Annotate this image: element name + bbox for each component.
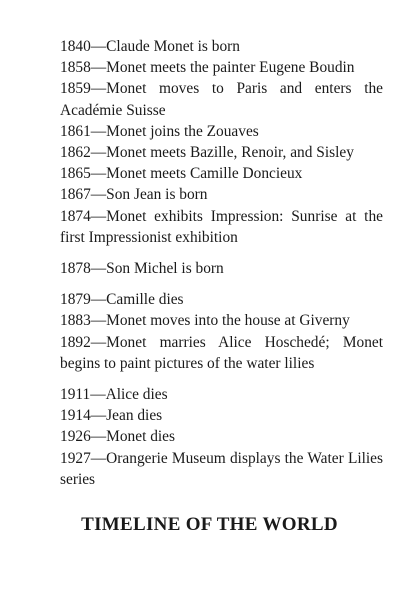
timeline-entry-1858: 1858—Monet meets the painter Eugene Boudin: [60, 59, 355, 77]
timeline-entry-1911: 1911—Alice dies: [60, 386, 168, 404]
timeline-entry-1927: 1927—Orangerie Museum displays the Water Lilies series: [60, 449, 383, 488]
timeline-entry-1840: 1840—Claude Monet is born: [60, 38, 240, 55]
timeline-entry-1892: 1892—Monet marries Alice Hoschedé; Monet begins to paint pictures of the water lilies: [60, 333, 383, 372]
timeline-entry-1865: 1865—Monet meets Camille Doncieux: [60, 165, 303, 183]
timeline-list: [60, 36, 383, 490]
timeline-entry-1861: 1861—Monet joins the Zouaves: [60, 122, 259, 140]
timeline-entry-1879: 1879—Camille dies: [60, 291, 184, 309]
timeline-entry-1867: 1867—Son Jean is born: [60, 186, 208, 204]
timeline-entry-1914: 1914—Jean dies: [60, 407, 163, 425]
timeline-entry-1874: 1874—Monet exhibits Impression: Sunrise at the first Impressionist exhibition: [60, 207, 383, 246]
section-heading: TIMELINE OF THE WORLD: [81, 514, 338, 535]
timeline-entry-1883: 1883—Monet moves into the house at Giverny: [60, 312, 350, 330]
timeline-entry-1878: 1878—Son Michel is born: [60, 260, 224, 278]
timeline-entry-1859: 1859—Monet moves to Paris and enters the Académie Suisse: [60, 80, 383, 119]
timeline-entry-1926: 1926—Monet dies: [60, 428, 175, 446]
timeline-entry-1862: 1862—Monet meets Bazille, Renoir, and Sisley: [60, 144, 354, 162]
